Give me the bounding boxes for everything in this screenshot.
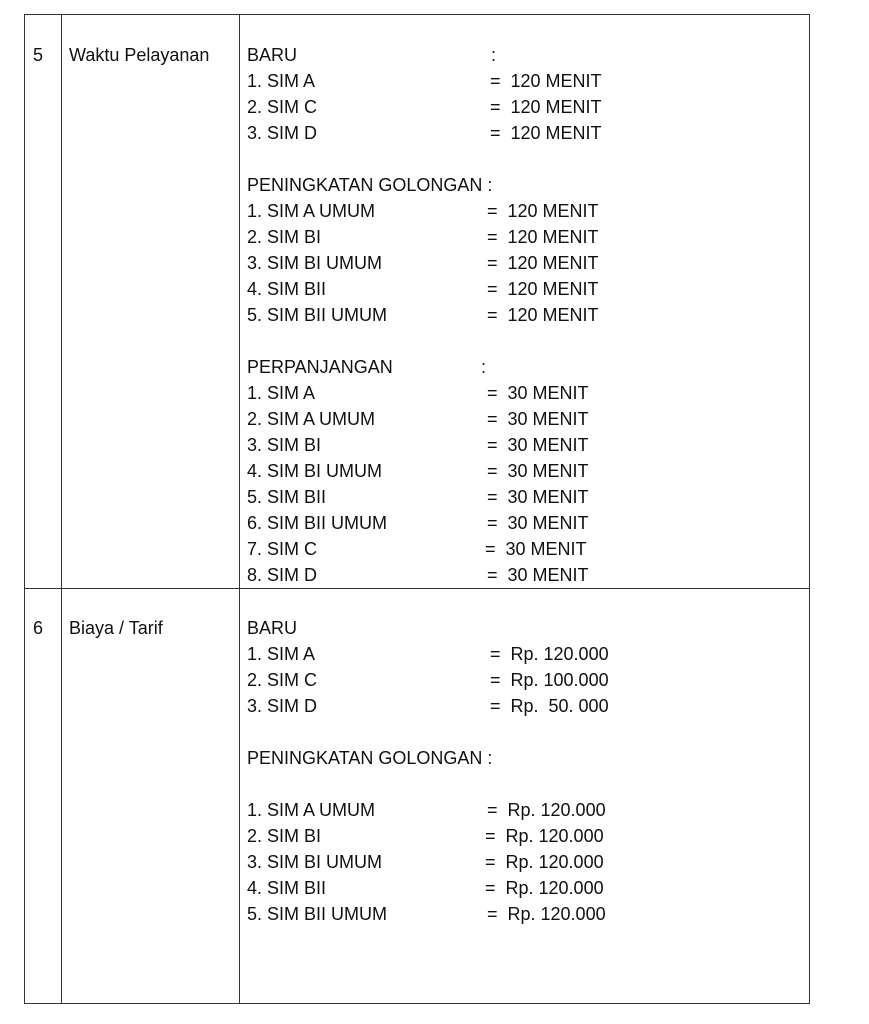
item-value: = 120 MENIT — [490, 97, 602, 117]
item-label: 4. SIM BII — [247, 878, 327, 898]
list-item — [247, 276, 787, 302]
item-label: 3. SIM BI UMUM — [247, 852, 383, 872]
list-item — [247, 68, 787, 94]
item-value: = 120 MENIT — [490, 123, 602, 143]
item-value: = Rp. 120.000 — [487, 800, 606, 820]
section-heading — [247, 354, 787, 380]
list-item — [247, 797, 787, 823]
list-item — [247, 224, 787, 250]
list-item — [247, 380, 787, 406]
section-heading-text: PENINGKATAN GOLONGAN : — [247, 748, 493, 768]
item-label: 5. SIM BII UMUM — [247, 305, 388, 325]
column-divider — [61, 15, 62, 1003]
row-content — [247, 615, 787, 927]
item-label: 4. SIM BI UMUM — [247, 461, 383, 481]
item-value: = 120 MENIT — [487, 201, 599, 221]
list-item — [247, 901, 787, 927]
list-item — [247, 406, 787, 432]
info-table — [24, 14, 810, 1004]
item-label: 7. SIM C — [247, 539, 318, 559]
row-title: Biaya / Tarif — [69, 618, 163, 638]
row-divider — [25, 588, 809, 589]
item-value: = 120 MENIT — [487, 253, 599, 273]
list-item — [247, 250, 787, 276]
section-heading-text: PERPANJANGAN — [247, 357, 393, 377]
list-item — [247, 823, 787, 849]
item-value: = Rp. 120.000 — [485, 826, 604, 846]
list-item — [247, 849, 787, 875]
list-item — [247, 510, 787, 536]
list-item — [247, 667, 787, 693]
item-label: 8. SIM D — [247, 565, 318, 585]
item-value: = 120 MENIT — [487, 227, 599, 247]
item-label: 1. SIM A — [247, 71, 316, 91]
item-value: = 30 MENIT — [487, 383, 589, 403]
item-value: = 30 MENIT — [487, 409, 589, 429]
item-label: 1. SIM A — [247, 383, 316, 403]
row-number: 6 — [33, 618, 44, 638]
item-label: 1. SIM A UMUM — [247, 800, 376, 820]
section-heading-text: BARU — [247, 618, 298, 638]
section-heading — [247, 745, 787, 771]
item-value: = Rp. 50. 000 — [490, 696, 609, 716]
item-label: 3. SIM BI UMUM — [247, 253, 383, 273]
list-item — [247, 432, 787, 458]
item-value: = Rp. 120.000 — [485, 878, 604, 898]
section-heading-colon: : — [481, 357, 487, 377]
list-item — [247, 875, 787, 901]
item-value: = Rp. 120.000 — [485, 852, 604, 872]
section-heading — [247, 615, 787, 641]
list-item — [247, 198, 787, 224]
item-value: = Rp. 120.000 — [490, 644, 609, 664]
item-value: = Rp. 100.000 — [490, 670, 609, 690]
item-label: 3. SIM D — [247, 696, 318, 716]
item-label: 3. SIM D — [247, 123, 318, 143]
item-value: = 120 MENIT — [487, 305, 599, 325]
item-label: 2. SIM BI — [247, 227, 322, 247]
row-title: Waktu Pelayanan — [69, 45, 210, 65]
item-value: = Rp. 120.000 — [487, 904, 606, 924]
item-label: 3. SIM BI — [247, 435, 322, 455]
item-label: 5. SIM BII UMUM — [247, 904, 388, 924]
section-heading-text: PENINGKATAN GOLONGAN : — [247, 175, 493, 195]
list-item — [247, 458, 787, 484]
item-value: = 30 MENIT — [485, 539, 587, 559]
item-label: 5. SIM BII — [247, 487, 327, 507]
list-item — [247, 536, 787, 562]
item-value: = 120 MENIT — [490, 71, 602, 91]
row-number: 5 — [33, 45, 44, 65]
item-label: 2. SIM C — [247, 97, 318, 117]
item-label: 2. SIM BI — [247, 826, 322, 846]
section-heading-colon: : — [491, 45, 497, 65]
item-value: = 30 MENIT — [487, 435, 589, 455]
item-label: 2. SIM A UMUM — [247, 409, 376, 429]
item-label: 1. SIM A — [247, 644, 316, 664]
item-value: = 30 MENIT — [487, 565, 589, 585]
list-item — [247, 641, 787, 667]
list-item — [247, 562, 787, 588]
section-heading-text: BARU — [247, 45, 298, 65]
section-heading — [247, 172, 787, 198]
column-divider — [239, 15, 240, 1003]
list-item — [247, 120, 787, 146]
list-item — [247, 484, 787, 510]
row-content — [247, 42, 787, 588]
item-label: 1. SIM A UMUM — [247, 201, 376, 221]
list-item — [247, 302, 787, 328]
item-value: = 30 MENIT — [487, 513, 589, 533]
list-item — [247, 94, 787, 120]
section-heading — [247, 42, 787, 68]
item-label: 4. SIM BII — [247, 279, 327, 299]
item-value: = 120 MENIT — [487, 279, 599, 299]
item-label: 2. SIM C — [247, 670, 318, 690]
item-value: = 30 MENIT — [487, 461, 589, 481]
item-value: = 30 MENIT — [487, 487, 589, 507]
item-label: 6. SIM BII UMUM — [247, 513, 388, 533]
list-item — [247, 693, 787, 719]
